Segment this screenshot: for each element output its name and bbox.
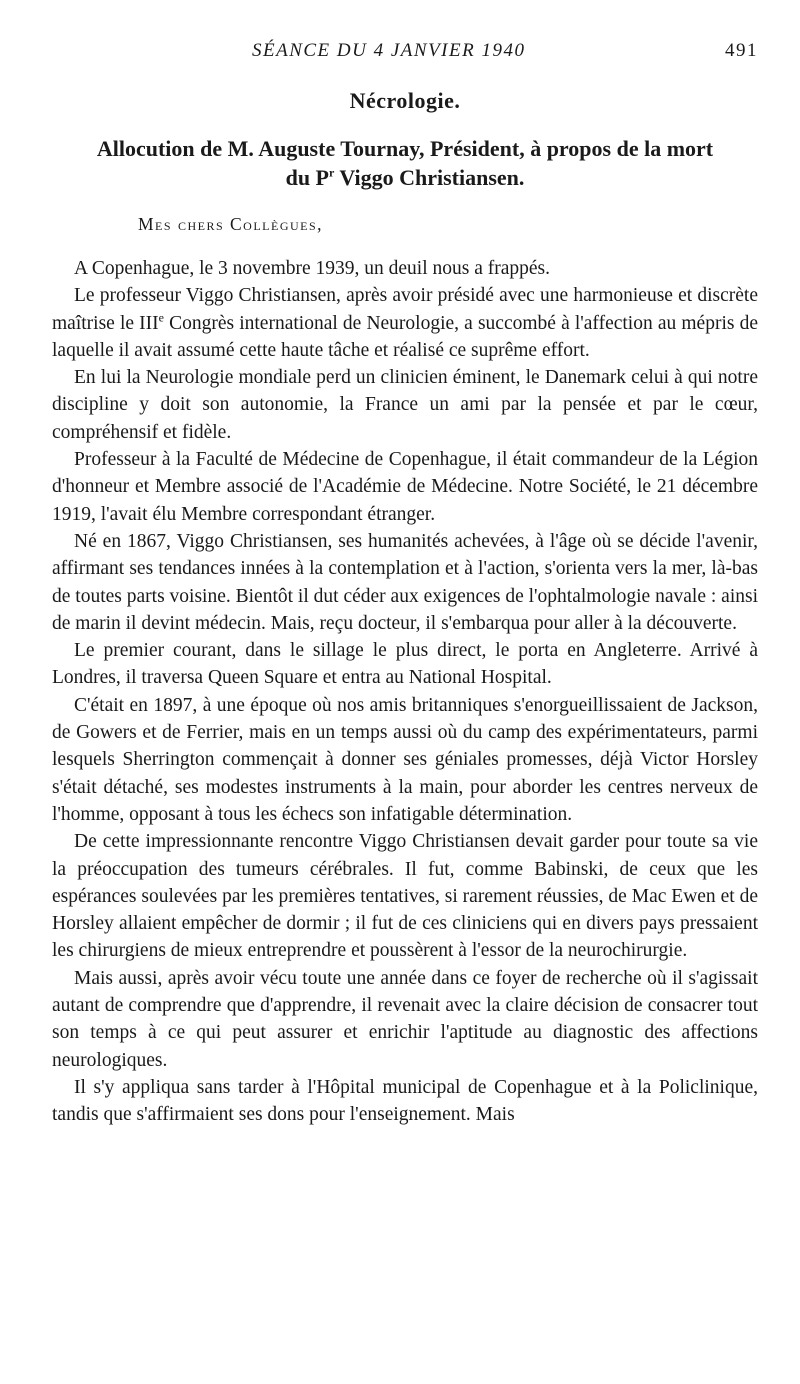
paragraph-9: Mais aussi, après avoir vécu toute une année dans ce foyer de recherche où il s'agissait autant de comprendre que d'apprendre, il revenait avec la claire décision de consacrer tout son temps à ce qui peut assurer et enrichir l'aptitude au diagnostic des affections neurologiques. [52,967,758,1071]
article-title-line-2 [52,163,758,192]
paragraph-1: A Copenhague, le 3 novembre 1939, un deuil nous a frappés. [74,258,551,279]
section-title: Nécrologie. [349,88,461,113]
paragraph-2-part-b: Congrès international de Neurologie, a succombé à l'affection au mépris de laquelle il avait assumé cette haute tâche et réalisé ce suprême effort. [52,312,758,361]
running-title: SÉANCE DU 4 JANVIER 1940 [252,40,526,61]
paragraph-6: Le premier courant, dans le sillage le plus direct, le porta en Angleterre. Arrivé à Londres, il traversa Queen Square et entra au National Hospital. [52,640,758,689]
paragraph-2 [52,282,758,364]
page-number: 491 [725,40,758,61]
paragraph-10: Il s'y appliqua sans tarder à l'Hôpital municipal de Copenhague et à la Policlinique, tandis que s'affirmaient ses dons pour l'enseignement. Mais [52,1076,758,1126]
running-header [52,36,758,66]
salutation: Mes chers Collègues, [138,214,324,234]
title-superscript: r [329,165,335,180]
paragraph-8: De cette impressionnante rencontre Viggo Christiansen devait garder pour toute sa vie la préoccupation des tumeurs cérébrales. Il fut, comme Babinski, de ceux que les espérances soulevées par les premières tentatives, si rarement réussies, de Mac Ewen et de Horsley allaient empêcher de dormir ; il fut de ces cliniciens qui en divers pays pressaient les chirurgiens de mieux entreprendre et poussèrent à l'essor de la neurochirurgie. [52,831,758,962]
title-prefix: du P [285,165,329,190]
article-title [52,134,758,192]
paragraph-2-superscript: e [158,310,164,325]
article-title-line-1: Allocution de M. Auguste Tournay, Président, à propos de la mort [96,136,714,161]
paragraph-5: Né en 1867, Viggo Christiansen, ses humanités achevées, à l'âge où se décide l'avenir, affirmant ses tendances innées à la contemplation et à l'action, s'orienta vers la mer, là-bas de toutes parts voisine. Bientôt il dut céder aux exigences de l'ophtalmologie navale : ainsi de marin il devint médecin. Mais, reçu docteur, il s'embarqua pour aller à la découverte. [52,530,758,634]
paragraph-7: C'était en 1897, à une époque où nos amis britanniques s'enorgueillissaient de Jackson, de Gowers et de Ferrier, mais en un temps aussi où du camp des expérimentateurs, parmi lesquels Sherrington commençait à donner ses géniales promesses, déjà Victor Horsley s'était détaché, ses modestes instruments à la main, pour aborder les centres nerveux de l'homme, opposant à tous les échecs son infatigable détermination. [52,694,758,825]
document-page [52,36,758,1129]
title-suffix: Viggo Christiansen. [334,165,525,190]
paragraph-3: En lui la Neurologie mondiale perd un clinicien éminent, le Danemark celui à qui notre discipline y doit son autonomie, la France un ami par la pensée et par le cœur, compréhensif et fidèle. [52,367,758,443]
body-text [52,255,758,1129]
paragraph-4: Professeur à la Faculté de Médecine de Copenhague, il était commandeur de la Légion d'honneur et Membre associé de l'Académie de Médecine. Notre Société, le 21 décembre 1919, l'avait élu Membre correspondant étranger. [52,449,758,525]
paragraph-2-part-a: Le professeur Viggo Christiansen, après avoir présidé avec une harmonieuse et discrète maîtrise le III [52,285,758,334]
